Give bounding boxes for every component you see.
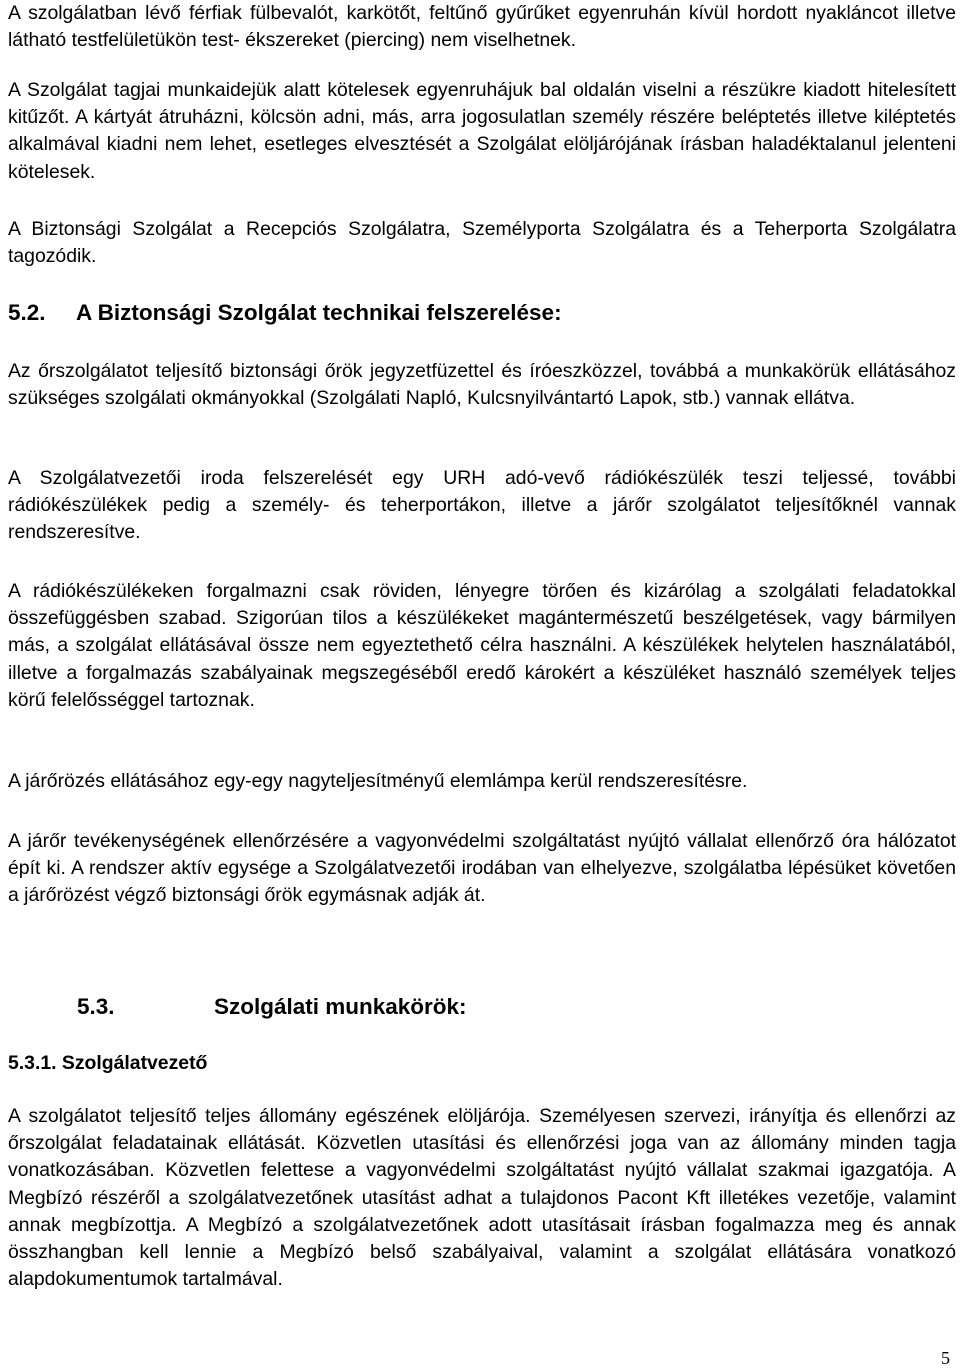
paragraph-guard-equipment: Az őrszolgálatot teljesítő biztonsági őrök jegyzetfüzettel és íróeszközzel, továbbá a munkakörük ellátásához szükséges szolgálati okmányokkal (Szolgálati Napló, Kulcsnyilvántartó Lapok, stb.) vannak ellátva.	[8, 360, 956, 410]
paragraph-radio-rules: A rádiókészülékeken forgalmazni csak röviden, lényegre törően és kizárólag a szolgálati feladatokkal összefüggésben szabad. Szigorúan tilos a készülékeket magántermészetű beszélgetések, vagy bármilyen más, a szolgálat ellátásával össze nem egyeztethető célra használni. A készülékek helytelen használatából, illetve a forgalmazás szabályainak megszegéséből eredő károkért a készüléket használó személyek teljes körű felelősséggel tartoznak.	[8, 580, 956, 711]
section-number-5-3: 5.3.	[77, 994, 115, 1019]
page-number: 5	[941, 1348, 950, 1368]
paragraph-flashlight: A járőrözés ellátásához egy-egy nagyteljesítményű elemlámpa kerül rendszeresítésre.	[8, 770, 748, 792]
paragraph-radio-equipment: A Szolgálatvezetői iroda felszerelését egy URH adó-vevő rádiókészülék teszi teljessé, további rádiókészülékek pedig a személy- és teherportákon, illetve a járőr szolgálatot teljesítőknél vannak rendszeresítve.	[8, 467, 956, 544]
subsection-heading-5-3-1: 5.3.1. Szolgálatvezető	[8, 1052, 208, 1074]
paragraph-jewelry-rule: A szolgálatban lévő férfiak fülbevalót, karkötőt, feltűnő gyűrűket egyenruhán kívül hordott nyakláncot illetve látható testfelületükön test- ékszereket (piercing) nem viselhetnek.	[8, 2, 956, 52]
paragraph-badge-rule: A Szolgálat tagjai munkaidejük alatt kötelesek egyenruhájuk bal oldalán viselni a részükre kiadott hitelesített kitűzőt. A kártyát átruházni, kölcsön adni, más, arra jogosulatlan személy részére beléptetés illetve kiléptetés alkalmával kiadni nem lehet, esetleges elvesztését a Szolgálat elöljárójának írásban haladéktalanul jelenteni kötelesek.	[8, 79, 956, 183]
section-number: 5.2.	[8, 300, 46, 325]
section-title: A Biztonsági Szolgálat technikai felszerelése:	[76, 300, 562, 325]
section-title-5-3: Szolgálati munkakörök:	[214, 994, 467, 1019]
paragraph-shift-leader: A szolgálatot teljesítő teljes állomány egészének elöljárója. Személyesen szervezi, irányítja és ellenőrzi az őrszolgálat feladatainak ellátását. Közvetlen utasítási és ellenőrzési joga van az állomány minden tagja vonatkozásában. Közvetlen felettese a vagyonvédelmi szolgáltatást nyújtó vállalat szakmai igazgatója. A Megbízó részéről a szolgálatvezetőnek utasítást adhat a tulajdonos Pacont Kft illetékes vezetője, valamint annak megbízottja. A Megbízó a szolgálatvezetőnek adott utasításait írásban fogalmazza meg és annak összhangban kell lennie a Megbízó belső szabályaival, valamint a szolgálat ellátására vonatkozó alapdokumentumok tartalmával.	[8, 1105, 956, 1291]
paragraph-patrol-control: A járőr tevékenységének ellenőrzésére a vagyonvédelmi szolgáltatást nyújtó vállalat ellenőrző óra hálózatot épít ki. A rendszer aktív egysége a Szolgálatvezetői irodában van elhelyezve, szolgálatba lépésüket követően a járőrözést végző biztonsági őrök egymásnak adják át.	[8, 830, 956, 907]
section-heading-5-2	[8, 299, 956, 327]
paragraph-service-structure: A Biztonsági Szolgálat a Recepciós Szolgálatra, Személyporta Szolgálatra és a Teherporta Szolgálatra tagozódik.	[8, 218, 956, 268]
